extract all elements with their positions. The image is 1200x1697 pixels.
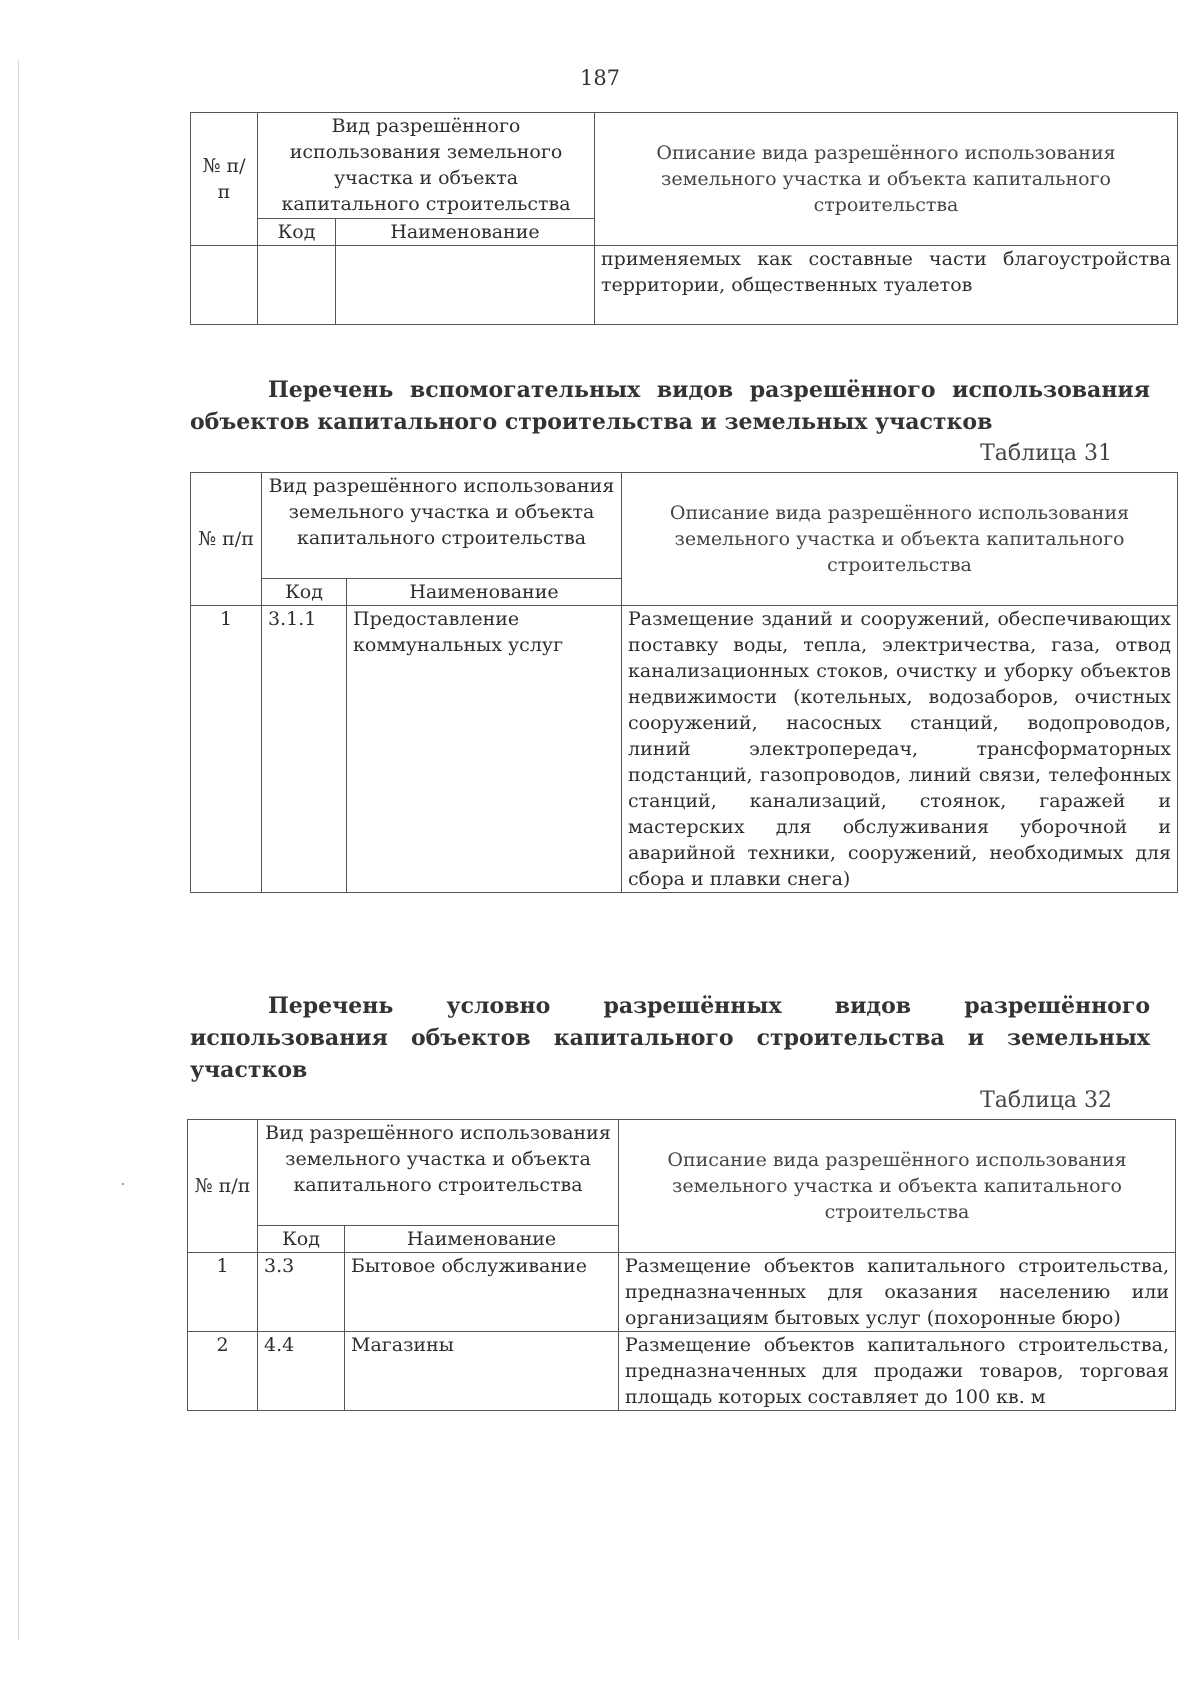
header-num: № п/п [191,113,258,246]
cell-name: Предоставление коммунальных услуг [347,606,622,893]
header-code: Код [258,219,336,246]
header-desc: Описание вида разрешённого использования земельного участка и объекта капитального строительства [619,1120,1176,1253]
table-32 [187,1119,1176,1411]
header-name: Наименование [345,1226,619,1253]
table-caption-31: Таблица 31 [980,441,1112,466]
cell-code: 3.3 [258,1253,345,1332]
table-caption-32: Таблица 32 [980,1088,1112,1113]
table-header-row [188,1120,1176,1226]
header-code: Код [262,579,347,606]
cell-desc: применяемых как составные части благоустройства территории, общественных туалетов [595,246,1178,325]
cell-num [191,246,258,325]
table-row [188,1332,1176,1411]
header-num: № п/п [188,1120,258,1253]
continuation-table [190,112,1178,325]
cell-desc: Размещение зданий и сооружений, обеспечивающих поставку воды, тепла, электричества, газа, отвод канализационных стоков, очистку и уборку объектов недвижимости (котельных, водозаборов, очистных сооружений, насосных станций, водопроводов, линий электропередач, трансформаторных подстанций, газопроводов, линий связи, телефонных станций, канализаций, стоянок, гаражей и мастерских для обслуживания уборочной и аварийной техники, сооружений, необходимых для сбора и плавки снега) [622,606,1178,893]
cell-num: 1 [191,606,262,893]
cell-code: 3.1.1 [262,606,347,893]
cell-num: 1 [188,1253,258,1332]
scan-speck [122,1183,124,1185]
header-name: Наименование [347,579,622,606]
cell-code [258,246,336,325]
table-31 [190,472,1178,893]
header-num: № п/п [191,473,262,606]
table-header-row [191,473,1178,579]
page-edge [18,60,19,1640]
cell-name [336,246,595,325]
cell-desc: Размещение объектов капитального строительства, предназначенных для оказания населению или организациям бытовых услуг (похоронные бюро) [619,1253,1176,1332]
table-row [191,606,1178,893]
table-row [188,1253,1176,1332]
page-number: 187 [579,66,621,90]
cell-num: 2 [188,1332,258,1411]
table-row [191,246,1178,325]
cell-name: Бытовое обслуживание [345,1253,619,1332]
section-title-aux: Перечень вспомогательных видов разрешённого использования объектов капитального строительства и земельных участков [190,377,1150,435]
header-code: Код [258,1226,345,1253]
cell-desc: Размещение объектов капитального строительства, предназначенных для продажи товаров, торговая площадь которых составляет до 100 кв. м [619,1332,1176,1411]
section-title-cond: Перечень условно разрешённых видов разрешённого использования объектов капитального строительства и земельных участков [190,993,1150,1083]
table-header-row [191,113,1178,219]
header-vid: Вид разрешённого использования земельного участка и объекта капитального строительства [258,113,595,219]
header-name: Наименование [336,219,595,246]
header-vid: Вид разрешённого использования земельного участка и объекта капитального строительства [262,473,622,579]
cell-name: Магазины [345,1332,619,1411]
header-desc: Описание вида разрешённого использования земельного участка и объекта капитального строительства [622,473,1178,606]
header-vid: Вид разрешённого использования земельного участка и объекта капитального строительства [258,1120,619,1226]
cell-code: 4.4 [258,1332,345,1411]
header-desc: Описание вида разрешённого использования земельного участка и объекта капитального строительства [595,113,1178,246]
